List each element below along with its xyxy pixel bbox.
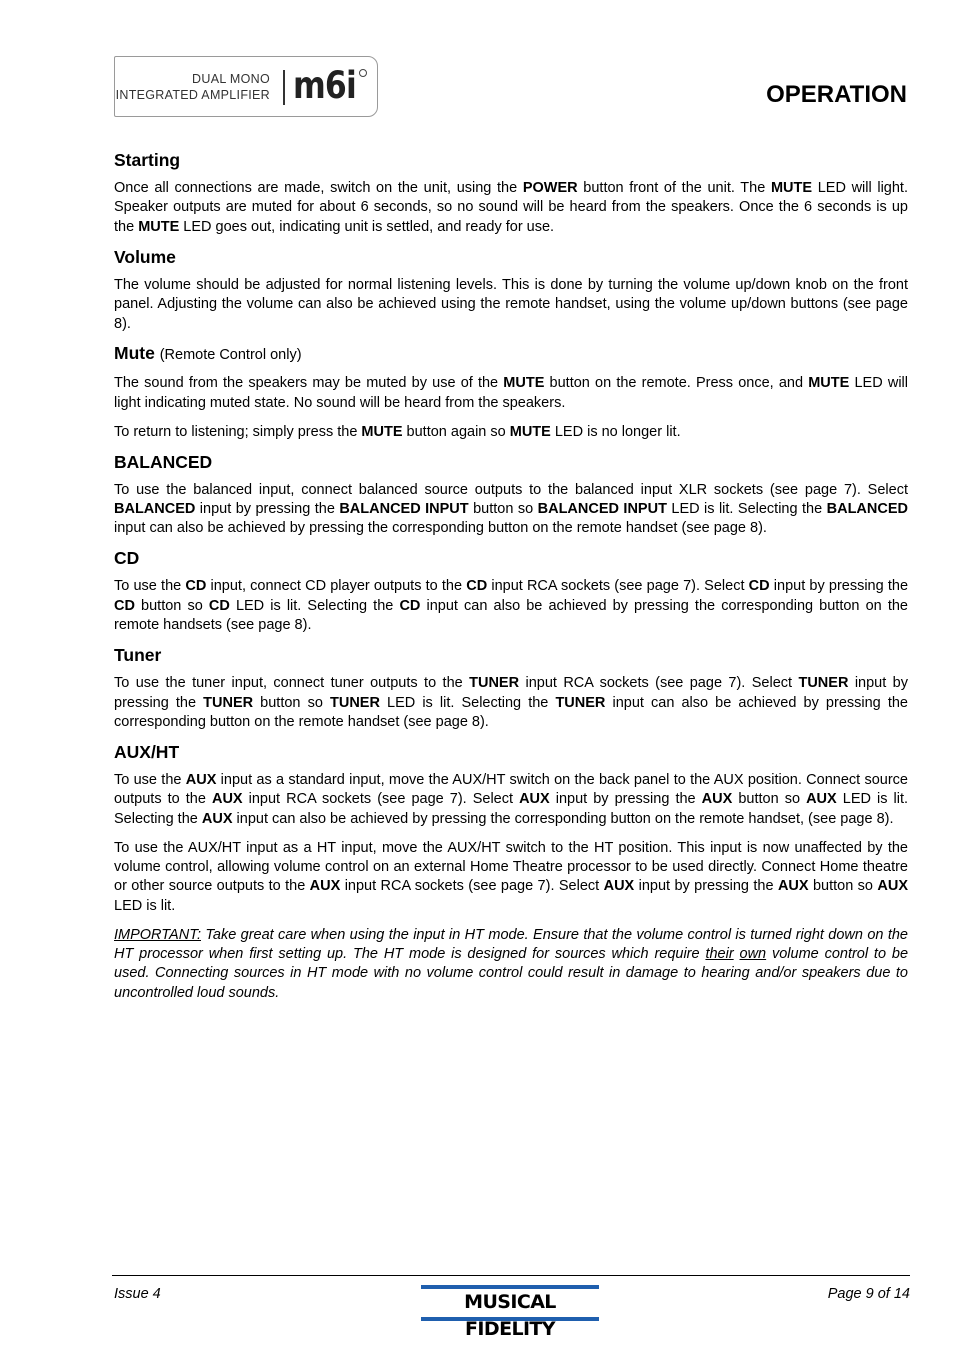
text-run: input by pressing the (634, 878, 778, 895)
bold-term: POWER (522, 180, 578, 196)
text-run: input can also be achieved by pressing the corresponding button on the remote handset (see page 8). (114, 694, 908, 730)
text-run: input can also be achieved by pressing the corresponding button on the remote handset (see page 8). (114, 520, 767, 537)
text-run: To use the tuner input, connect tuner outputs to the (114, 675, 470, 692)
bold-term: CD (114, 597, 135, 614)
bold-term: TUNER (469, 675, 520, 692)
text-run: button so (732, 791, 807, 808)
text-run: input RCA sockets (see page 7). Select (487, 578, 749, 595)
text-run: input RCA sockets (see page 7). Select (340, 878, 604, 895)
mute-heading-note: (Remote Control only) (159, 347, 302, 364)
text-run: volume control to be used. Connecting sources in HT mode with no volume control could result in damage to hearing and/or speakers due to uncontrolled loud sounds. (114, 946, 909, 1001)
text-run: input as a standard input, move the AUX/HT switch on the back panel to the AUX position. Connect source outputs to the (114, 771, 908, 808)
logo-line-integrated-amplifier: INTEGRATED AMPLIFIER (115, 88, 270, 102)
bold-term: AUX (309, 878, 341, 895)
bold-term: MUTE (509, 423, 551, 440)
bold-term: BALANCED INPUT (339, 501, 469, 518)
text-run: input by pressing the (114, 675, 908, 711)
bold-term: CD (185, 578, 207, 595)
section-heading-volume: Volume (114, 246, 176, 267)
bold-term: AUX (701, 791, 733, 808)
text-run: To use the balanced input, connect balanced source outputs to the balanced input XLR sockets (see page 7). Select (114, 481, 908, 498)
bold-term: MUTE (138, 218, 180, 235)
text-run: LED is no longer lit. (550, 423, 681, 440)
text-run: button again so (402, 423, 510, 440)
text-run: input can also be achieved by pressing the corresponding button on the remote handset, (see page 8). (232, 810, 894, 827)
bold-term: BALANCED (114, 501, 196, 518)
text-run: button so (808, 878, 878, 895)
section-heading-aux-ht: AUX/HT (114, 741, 180, 762)
bold-term: TUNER (555, 694, 606, 711)
bold-term: AUX (201, 810, 233, 827)
text-run: LED is lit. (114, 897, 176, 914)
text-run: LED is lit. Selecting the (114, 791, 909, 827)
product-logo (114, 56, 378, 117)
logo-text (116, 71, 270, 103)
bold-term: MUTE (808, 375, 850, 392)
footer-issue: Issue 4 (114, 1286, 161, 1302)
text-run: button on the remote. Press once, and (544, 375, 809, 392)
text-run: LED is lit. Selecting the (379, 694, 556, 711)
bold-term: AUX (877, 878, 909, 895)
logo-mark: m6i (293, 64, 356, 107)
bold-term: CD (208, 597, 230, 614)
bold-term: BALANCED (826, 501, 908, 518)
text-run: To return to listening; simply press the (114, 423, 362, 440)
paragraph-balanced (114, 481, 908, 539)
footer-page-number: Page 9 of 14 (827, 1286, 910, 1302)
bold-term: CD (466, 578, 488, 595)
bold-term: TUNER (203, 694, 254, 711)
bold-term: TUNER (798, 675, 849, 692)
text-run: input by pressing the (769, 578, 909, 595)
section-heading-mute (114, 343, 908, 366)
bold-term: CD (748, 578, 770, 595)
logo-dot-icon (359, 69, 367, 77)
section-heading-starting: Starting (114, 150, 181, 170)
page-content (114, 150, 908, 1013)
text-run: input can also be achieved by pressing the corresponding button on the remote handsets (see page 8). (114, 597, 908, 634)
paragraph-mute-2 (114, 423, 908, 442)
text-run: To use the AUX/HT input as a HT input, move the AUX/HT switch to the HT position. This input is now unaffected by the volume control, allowing volume control on an external Home Theatre processor to be used directly. Connect Home theatre or other source outputs to the (114, 839, 908, 895)
bold-term: MUTE (361, 423, 403, 440)
text-run: To use the (114, 578, 186, 595)
text-run: LED is lit. Selecting the (666, 501, 827, 518)
bold-term: CD (399, 597, 421, 614)
underlined-text: IMPORTANT: (114, 926, 201, 943)
text-run: LED is lit. Selecting the (229, 597, 400, 614)
text-run: Take great care when using the input in HT mode. Ensure that the volume control is turned right down on the HT processor when first setting up. The HT mode is designed for sources which require (114, 926, 908, 963)
text-run: button so (468, 501, 538, 518)
text-run: The sound from the speakers may be muted by use of the (114, 375, 504, 392)
section-heading-cd: CD (114, 548, 140, 569)
text-run: LED will light. Speaker outputs are muted for about 6 seconds, so no sound will be heard from the speakers. Once the 6 seconds is up the (114, 180, 908, 235)
bold-term: MUTE (770, 180, 813, 196)
footer-divider (112, 1275, 910, 1276)
bold-term: MUTE (503, 375, 545, 392)
text-run: input by pressing the (195, 501, 340, 518)
underlined-text: their (705, 946, 734, 963)
important-note (114, 926, 908, 1004)
text-run: To use the (114, 771, 186, 788)
text-run: Once all connections are made, switch on the unit, using the (114, 180, 523, 196)
paragraph-starting (114, 179, 908, 237)
text-run: input, connect CD player outputs to the (206, 578, 467, 595)
text-run: LED goes out, indicating unit is settled, and ready for use. (179, 218, 555, 235)
brand-logo: MUSICAL FIDELITY (421, 1285, 599, 1321)
logo-line-dual-mono: DUAL MONO (192, 72, 270, 86)
paragraph-tuner (114, 674, 908, 732)
paragraph-mute-1 (114, 374, 908, 413)
logo-divider (283, 70, 285, 105)
text-run: button so (253, 694, 330, 711)
underlined-text: own (739, 946, 767, 963)
bold-term: AUX (806, 791, 837, 808)
paragraph-cd (114, 577, 908, 635)
text-run: button front of the unit. The (577, 180, 771, 196)
bold-term: AUX (519, 791, 550, 808)
text-run: The volume should be adjusted for normal listening levels. This is done by turning the volume up/down knob on the front panel. Adjusting the volume can also be achieved using the remote handset, using the volume up/down buttons (see page 8). (114, 276, 908, 332)
bold-term: AUX (211, 791, 243, 808)
text-run: LED will light indicating muted state. No sound will be heard from the speakers. (114, 375, 908, 411)
bold-term: AUX (185, 771, 217, 788)
text-run: input by pressing the (549, 791, 702, 808)
mute-heading-label: Mute (114, 343, 155, 364)
bold-term: AUX (777, 878, 809, 895)
bold-term: BALANCED INPUT (537, 501, 667, 518)
bold-term: AUX (603, 878, 635, 895)
text-run: button so (134, 597, 209, 614)
section-heading-tuner: Tuner (114, 645, 162, 666)
text-run: input RCA sockets (see page 7). Select (519, 675, 799, 692)
paragraph-aux-ht-1 (114, 771, 908, 829)
text-run: input RCA sockets (see page 7). Select (242, 791, 520, 808)
bold-term: TUNER (329, 694, 380, 711)
paragraph-aux-ht-2 (114, 839, 908, 917)
page-title: OPERATION (766, 81, 907, 108)
section-heading-balanced: BALANCED (114, 451, 213, 472)
paragraph-volume (114, 276, 908, 334)
